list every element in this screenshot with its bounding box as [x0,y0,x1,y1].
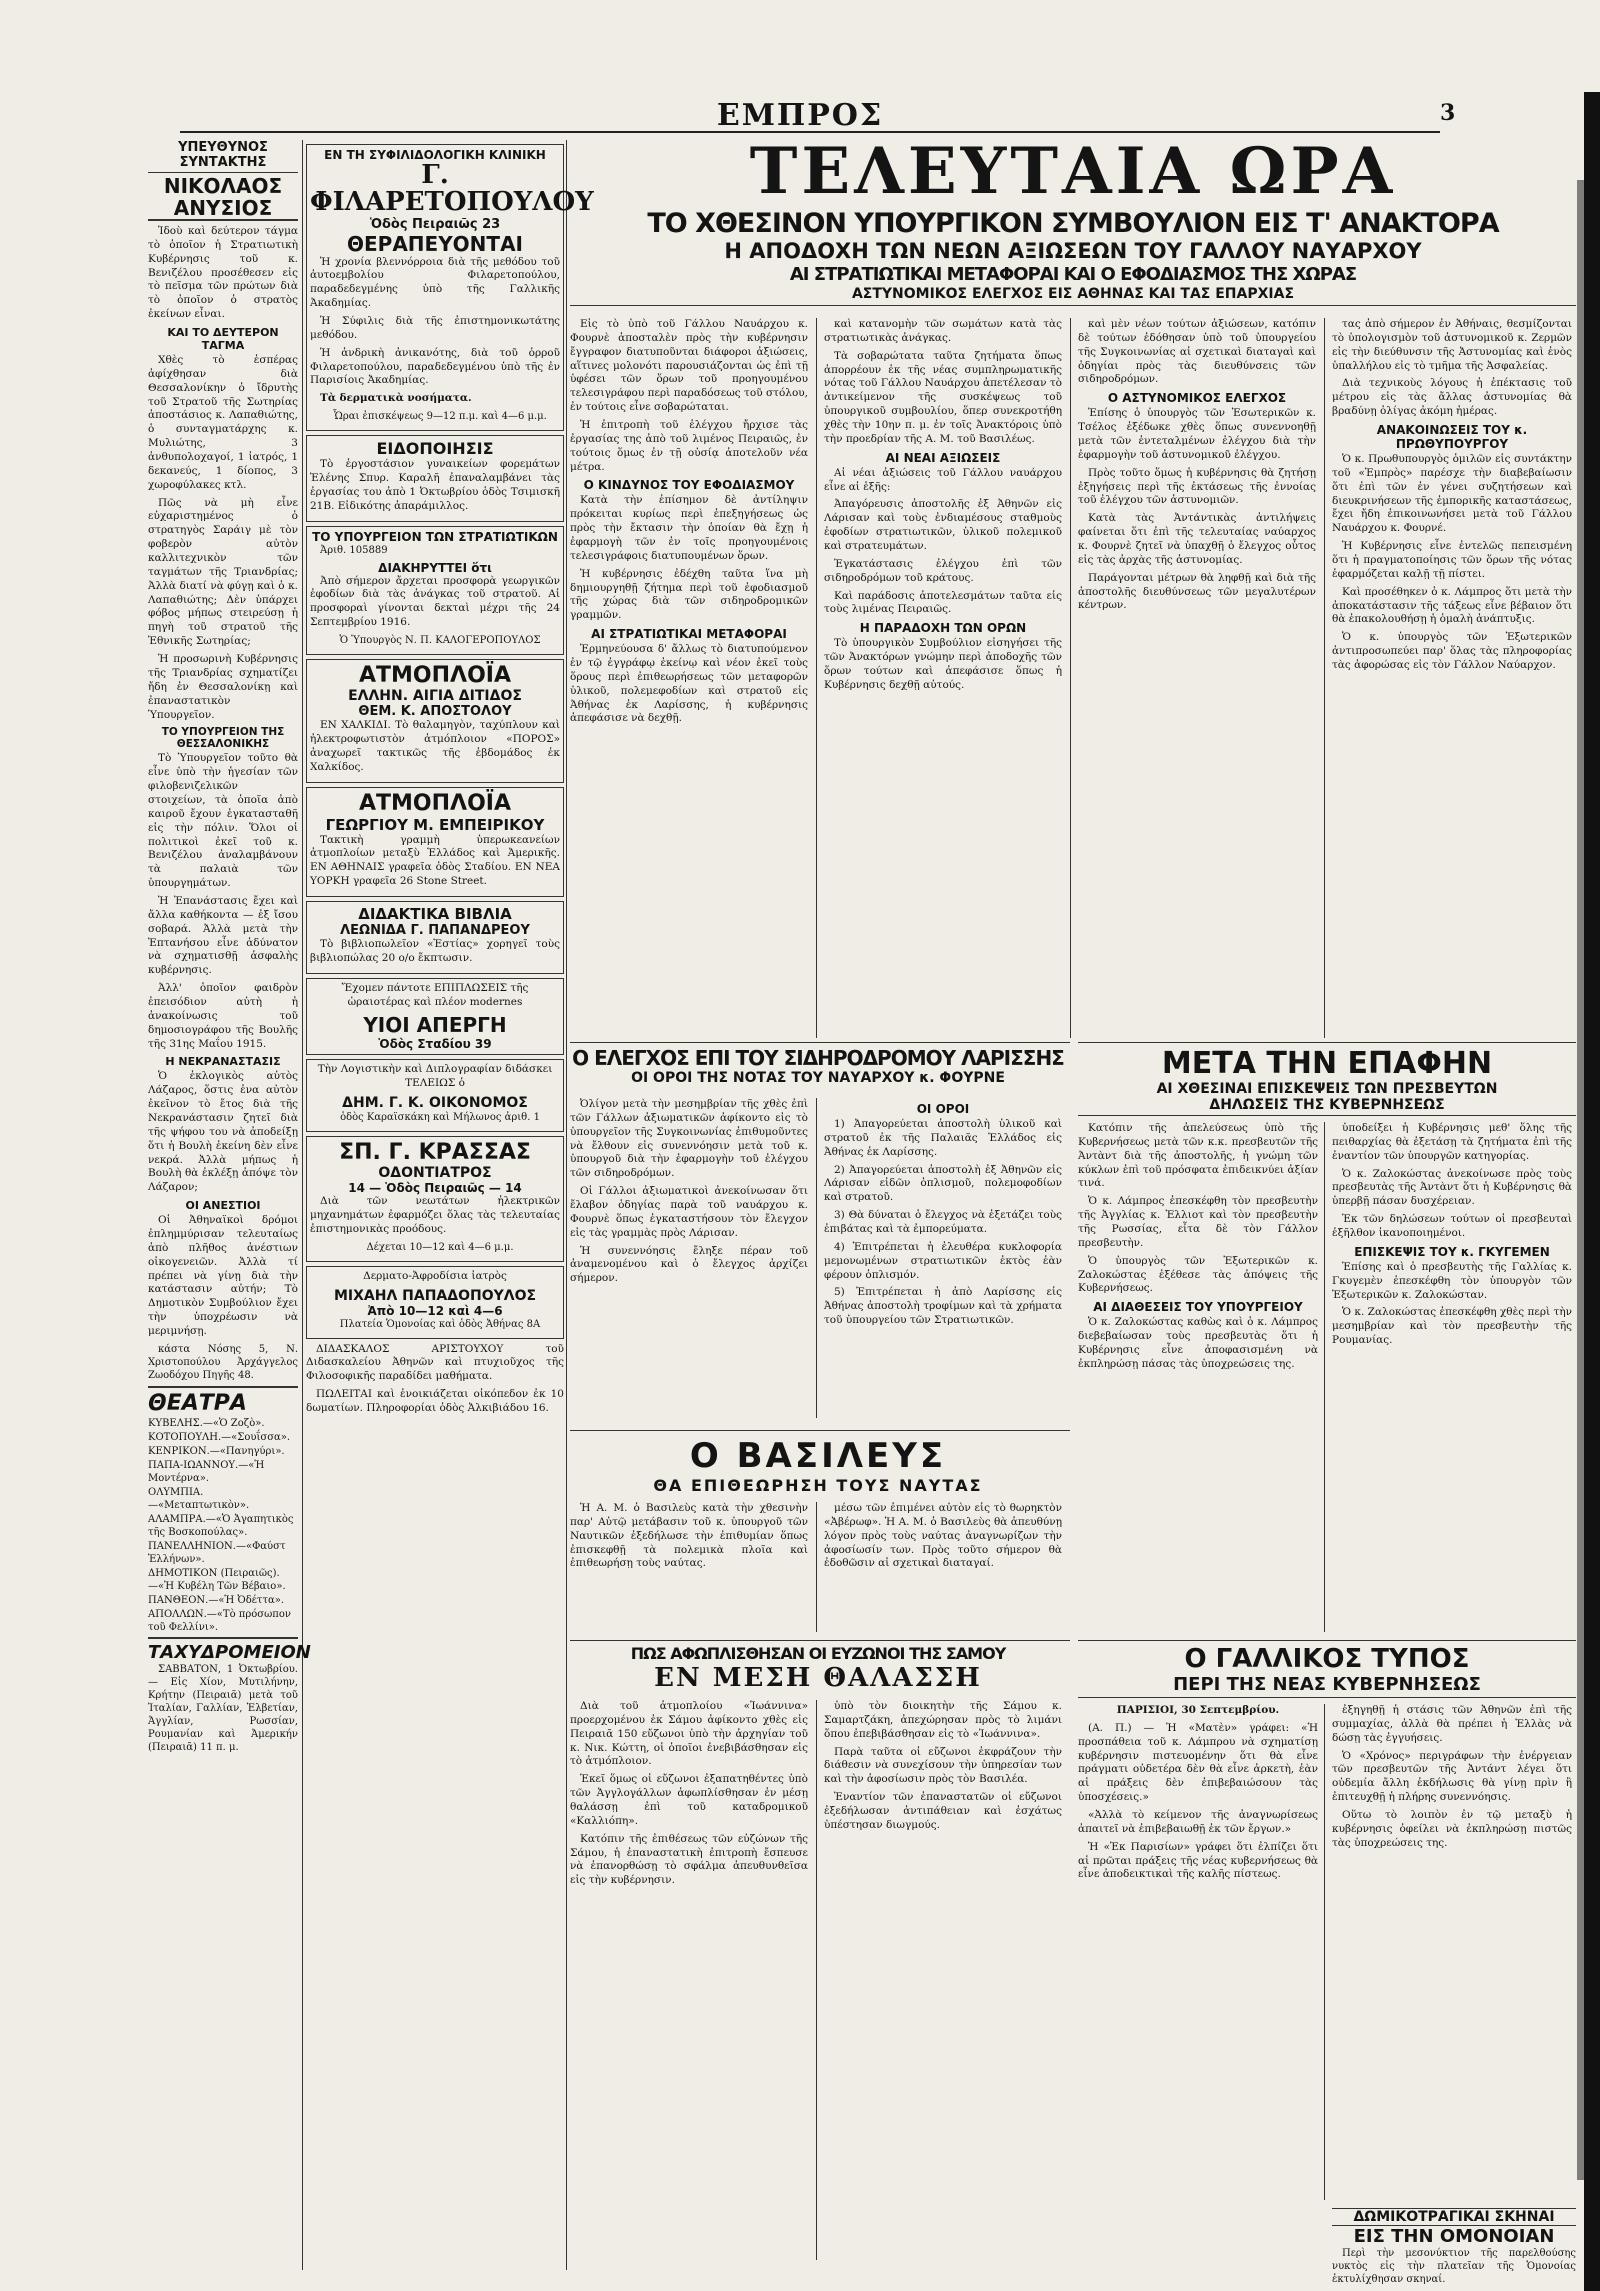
article-paragraph: Παρὰ ταῦτα οἱ εὔζωνοι ἐκφράζουν τὴν διάθεσιν νὰ συνεχίσουν τὴν ὑπηρεσίαν των καὶ τὴν ἀφοσίωσιν πρὸς τὸν Βασιλέα. [824,1745,1062,1786]
column-ads [306,140,594,2275]
article-paragraph: Καὶ παράδοσις ἀποτελεσμάτων ταῦτα εἰς τοὺς λιμένας Πειραιῶς. [824,589,1062,616]
samos-section [570,1644,1066,2264]
ad-doctor-name: ΜΙΧΑΗΛ ΠΑΠΑΔΟΠΟΥΛΟΣ [333,1287,537,1304]
ad-dentist [306,1136,564,1262]
ad-army-text: Ἀπὸ σήμερον ἄρχεται προσφορὰ γεωργικῶν ἐφοδίων διὰ τὰς ἀνάγκας τοῦ στρατοῦ. Αἱ προσφοραὶ γίνονται δεκταὶ μέχρι τῆς 24 Σεπτεμβρίου 1916. [310,574,560,629]
article-paragraph: Ἡ συνεννόησις ἔληξε πέραν τοῦ ἀναμενομένου καὶ ὁ ἔλεγχος ἀρχίζει σήμερον. [570,1244,808,1285]
article-paragraph: Ἐκ τῶν δηλώσεων τούτων οἱ πρεσβευταὶ ἐξῆλθον ἱκανοποιημένοι. [1332,1213,1572,1240]
article-paragraph: Ἐγκατάστασις ἐλέγχου ἐπὶ τῶν σιδηροδρόμων τοῦ κράτους. [824,557,1062,584]
article-paragraph: ὑποδείξει ἡ Κυβέρνησις μεθ' ὅλης τῆς πειθαρχίας θὰ ἐξετάσῃ τὰ ζητήματα ἐπὶ τῆς ἐναντίον τῶν ὑπουργῶν κατηγορίας. [1332,1122,1572,1162]
main-article-col-1 [570,318,808,1038]
article-paragraph: 1) Ἀπαγορεύεται ἀποστολὴ ὑλικοῦ καὶ στρατοῦ ἐκ τῆς Παλαιᾶς Ἑλλάδος εἰς Ἀθήνας ἐκ Λαρίσσης. [824,1118,1062,1158]
ad-books-heading: ΔΙΔΑΚΤΙΚΑ ΒΙΒΛΙΑ [358,904,512,923]
article-paragraph: Κατὰ τὰς Ἀντάντικὰς ἀντιλήψεις φαίνεται ὅτι ἐπὶ τῆς τελευταίας ναύαρχος κ. Φουρνὲ ζητεῖ νὰ ὑπαχθῇ ὁ ἔλεγχος οὗτος εἰς τὰς ἀρχὰς τῆς ἀστυνομίας. [1078,512,1316,566]
ad-dentist-title: ΟΔΟΝΤΙΑΤΡΟΣ [378,1165,492,1182]
article-paragraph: Καὶ προσέθηκεν ὁ κ. Λάμπρος ὅτι μετὰ τὴν ἀποκατάστασιν τῆς τάξεως εἶνε βέβαιον ὅτι θὰ ἐπακολουθήσῃ ἡ ὁμαλὴ ἀνάπτυξις. [1332,585,1572,626]
article-paragraph: Εἰς τὸ ὑπὸ τοῦ Γάλλου Ναυάρχου κ. Φουρνὲ ἀποσταλὲν πρὸς τὴν κυβέρνησιν ἔγγραφον διατυποῦνται διάφοροι ἀξιώσεις, αἵτινες μολονότι παρουσιάζονται ὡς ἐπὶ τῇ ὑφέσει τῶν ὅρων τοῦ προηγουμένου τελεσιγράφου περὶ παραδόσεως τοῦ στόλου, ἐν τούτοις εἶνε σοβαρώταται. [570,318,808,414]
section-subheading: Η ΠΑΡΑΔΟΧΗ ΤΩΝ ΟΡΩΝ [859,621,1027,636]
masthead [0,98,1600,134]
ad-sale: ΠΩΛΕΙΤΑΙ καὶ ἐνοικιάζεται οἰκόπεδον ἐκ 10 δωματίων. Πληροφορίαι ὁδὸς Ἀλκιβιάδου 16. [306,1388,564,1414]
section-subheading: Ο ΚΙΝΔΥΝΟΣ ΤΟΥ ΕΦΟΔΙΑΣΜΟΥ [583,478,795,493]
press-col-2 [1332,1704,1572,2200]
main-area [570,134,1576,2285]
meta-headline: ΜΕΤΑ ΤΗΝ ΕΠΑΦΗΝ [1161,1046,1493,1081]
ending-section [1332,2208,1576,2285]
ad-accounting-name: ΔΗΜ. Γ. Κ. ΟΙΚΟΝΟΜΟΣ [342,1095,528,1112]
theatre-listing: ΠΑΝΕΛΛΗΝΙΟΝ.—«Φαύστ Ἑλλήνων». [148,1540,286,1565]
ad-doctor-hours: Ἀπὸ 10—12 καὶ 4—6 [367,1303,503,1318]
article-paragraph: Ὁ κ. Πρωθυπουργὸς ὁμιλῶν εἰς συντάκτην τοῦ «Ἐμπρὸς» παρέσχε τὴν διαβεβαίωσιν ὅτι ἐπὶ τῶν ἐν γένει συζητήσεων καὶ διευκρινήσεων τῆς ἐμπορικῆς καταστάσεως, ἔχει ἤδη ἐπικοινωνήσει μετὰ τοῦ Γάλλου Ναυάρχου κ. Φουρνέ. [1332,453,1572,535]
larissa-col-2 [824,1098,1062,1418]
article-paragraph: 3) Θὰ δύναται ὁ ἔλεγχος νὰ ἐξετάζει τοὺς ἐπιβάτας καὶ τὰ ἐμπορεύματα. [824,1209,1062,1236]
theatre-listing: ΠΑΝΘΕΟΝ.—«Ἡ Ὀδέττα». [148,1594,285,1606]
theatre-listing: ΑΛΑΜΠΡΑ.—«Ὁ Ἀγαπητικὸς τῆς Βοσκοπούλας». [148,1513,294,1538]
column-left [148,140,311,2275]
theatres-heading: ΘΕΑΤΡΑ [148,1390,247,1416]
ad-books-name: ΛΕΩΝΙΔΑ Γ. ΠΑΠΑΝΔΡΕΟΥ [340,922,530,938]
ad-teacher: ΔΙΔΑΣΚΑΛΟΣ ΑΡΙΣΤΟΥΧΟΥ τοῦ Διδασκαλείου Ἀθηνῶν καὶ πτυχιοῦχος τῆς Φιλοσοφικῆς παραδίδει μαθήματα. [306,1342,564,1383]
section-subheading: ΟΙ ΑΝΕΣΤΙΟΙ [185,1199,261,1213]
ad-doctor-text: Δερματο-Ἀφροδίσια ἰατρὸς [363,1269,507,1282]
ad-furniture-name: ΥΙΟΙ ΑΠΕΡΓΗ [363,1013,507,1038]
main-headline-2: Η ΑΠΟΔΟΧΗ ΤΩΝ ΝΕΩΝ ΑΞΙΩΣΕΩΝ ΤΟΥ ΓΑΛΛΟΥ ΝΑΥΑΡΧΟΥ [724,239,1422,264]
press-col-1 [1078,1704,1318,2200]
press-subheading: ΠΕΡΙ ΤΗΣ ΝΕΑΣ ΚΥΒΕΡΝΗΣΕΩΣ [1078,1674,1576,1698]
ad-ship2-heading: ΑΤΜΟΠΛΟΪΑ [359,790,511,816]
ad-ship-heading: ΑΤΜΟΠΛΟΪΑ [359,663,511,689]
article-paragraph: Ὁ κ. Ζαλοκώστας ἐπεσκέφθη χθὲς περὶ τὴν μεσημβρίαν καὶ τὸν πρεσβευτὴν τῆς Ρουμανίας. [1332,1306,1572,1347]
post-heading: ΤΑΧΥΔΡΟΜΕΙΟΝ [148,1641,311,1663]
ending-headline-2: ΕΙΣ ΤΗΝ ΟΜΟΝΟΙΑΝ [1353,2226,1555,2247]
article-paragraph: ὑπὸ τὸν διοικητὴν τῆς Σάμου κ. Σαμαρτζάκη, ἀπεχώρησαν πρὸς τὸ λιμάνι ὅπου ἐπεβιβάσθησαν εἰς τὸ «Ἰωάννινα». [824,1700,1062,1740]
article-paragraph: Αἱ νέαι ἀξιώσεις τοῦ Γάλλου ναυάρχου εἶνε αἱ ἑξῆς: [824,466,1062,493]
section-subheading: Η ΝΕΚΡΑΝΑΣΤΑΣΙΣ [165,1055,281,1069]
section-subheading: ΟΙ ΟΡΟΙ [916,1102,970,1116]
article-paragraph: Ἡ προσωρινὴ Κυβέρνησις τῆς Τριανδρίας σχηματίζει ἤδη ἐν Θεσσαλονίκῃ καὶ ἐπαναστατικὸν Ὑπουργεῖον. [148,653,298,721]
ad-ship-text: ΕΝ ΧΑΛΚΙΔΙ. Τὸ θαλαμηγὸν, ταχύπλουν καὶ ἠλεκτροφωτιστὸν ἀτμόπλοιον «ΠΟΡΟΣ» ἀναχωρεῖ τακτικῶς τῆς ἑβδομάδος ἐκ Χαλκίδος. [310,719,560,773]
ad-furniture-text: Ἔχομεν πάντοτε ΕΠΙΠΛΩΣΕΙΣ τῆς ὡραιοτέρας καὶ πλέον modernes [341,981,529,1008]
king-col-2 [824,1502,1062,1632]
article-paragraph: Οἱ Γάλλοι ἀξιωματικοὶ ἀνεκοίνωσαν ὅτι ἔλαβον ὁδηγίας παρὰ τοῦ ναυάρχου κ. Φουρνὲ ὅπως ἐγκαταστήσουν τὸν ἔλεγχον εἰς τὰς γραμμὰς πρὸς Λάρισαν. [570,1185,808,1239]
article-paragraph: Ὁ κ. ὑπουργὸς τῶν Ἐξωτερικῶν ἀντιπροσωπεύει παρ' ὅλας τὰς πληροφορίας τὰς ἀφορώσας εἰς τὸν Γάλλον Ναύαρχον. [1332,631,1572,672]
ad-notice-text: Τὸ ἐργοστάσιον γυναικείων φορεμάτων Ἑλένης Σπυρ. Καραλῆ ἐπαναλαμβάνει τὰς ἐργασίας του ἀπὸ 1 Ὀκτωβρίου ὁδὸς Τσιμισκῆ 21Β. Εἰδικότης ἀπαράμιλλος. [310,458,560,512]
article-paragraph: Κατὰ τὴν ἐπίσημον δὲ ἀντίληψιν πρόκειται κυρίως περὶ ἐπεξηγήσεως ὡς πρὸς τὴν ἔκτασιν τὴν ὁποίαν θὰ ἔχῃ ἡ ἐφαρμογὴ τῶν ἐν τοῖς προηγουμένοις τελεσιγράφοις διατυπουμένων ὅρων. [570,494,808,562]
article-paragraph: Ἡ Ἐπανάστασις ἔχει καὶ ἄλλα καθήκοντα — ἐξ ἴσου σοβαρά. Ἀλλὰ μετὰ τὴν Ἑπτανήσου εἶνε ἀδύνατον νὰ σχηματισθῇ ἀσφαλὴς κυβέρνησις. [148,894,298,977]
theatre-listing: ΟΛΥΜΠΙΑ.—«Μεταπτωτικὸν». [148,1486,250,1511]
post-schedule: ΣΑΒΒΑΤΟΝ, 1 Ὀκτωβρίου.— Εἰς Χίον, Μυτιλήνην, Κρήτην (Πειραιᾶ) μετὰ τοῦ Ἰταλίαν, Γαλλίαν, Ἑλβετίαν, Ἀγγλίαν, Ρωσσίαν, Ρουμανίαν καὶ Ἀμερικήν (Πειραιᾶ) 11 π. μ. [148,1663,298,1753]
article-paragraph: Πῶς νὰ μὴ εἶνε εὐχαριστημένος ὁ στρατηγὸς Σαράιγ μὲ τὸν φοβερὸν αὐτὸν καλλιτεχνικὸν τῶν ταγμάτων τῆς Τριανδρίας; Ἀλλὰ διατί νὰ φύγῃ καὶ ὁ κ. Λαπαθιώτης; Δὲν ὑπάρχει φόβος μήπως στειρεύσῃ ἡ πηγὴ τοῦ στρατοῦ τῆς Ἐθνικῆς Σωτηρίας; [148,496,298,648]
address-line: κάστα Νόσης 5, Ν. Χριστοπούλου Ἀρχάγγελος Ζωοδόχου Πηγῆς 48. [148,1343,298,1381]
article-paragraph: Τὸ Ὑπουργεῖον τοῦτο θὰ εἶνε ὑπὸ τὴν ἡγεσίαν τῶν φιλοβενιζελικῶν στοιχείων, τὰ ὁποῖα ἀπὸ καιροῦ ἔχουν ἐγκατασταθῆ εἰς τὴν πόλιν. Ὅλοι οἱ πολιτικοὶ ἐκεῖ τοῦ κ. Βενιζέλου ἀναλαμβάνουν τὰ παλαιὰ τῶν ὑπουργημάτων. [148,752,298,890]
ad-clinic-text: Ἡ χρονία βλεννόρροια διὰ τῆς μεθόδου τοῦ ἀυτοεμβολίου Φιλαρετοπούλου, παραδεδεγμένης ὑπὸ τῆς Γαλλικῆς Ἀκαδημίας. [310,255,560,310]
press-headline: Ο ΓΑΛΛΙΚΟΣ ΤΥΠΟΣ [1184,1644,1470,1674]
article-paragraph: Τὸ ὑπουργικὸν Συμβούλιον εἰσηγήσει τῆς τῶν Ἀνακτόρων γνώμην περὶ ἀποδοχῆς τῶν ὅρων τούτων καὶ ἀπεφάσισε ὅπως ἡ Κυβέρνησις δεχθῇ αὐτούς. [824,637,1062,691]
article-paragraph: Κατόπιν τῆς ἀπελεύσεως ὑπὸ τῆς Κυβερνήσεως μετὰ τῶν κ.κ. πρεσβευτῶν τῆς Ἀντὰντ διὰ τῆς ἀποστολῆς, ἡ γνώμη τῶν κύκλων ἐπὶ τοῦ πρόσφατα ἐπιδεικνύει ἀξίαν τινά. [1078,1122,1318,1190]
article-paragraph: Ἡ Κυβέρνησις εἶνε ἐντελῶς πεπεισμένη ὅτι ἡ πραγματοποίησις τῶν ὅρων τῆς νότας ἐφαρμόζεται καλῇ τῇ πίστει. [1332,540,1572,580]
main-article-col-3 [1078,318,1316,1038]
article-paragraph: Χθὲς τὸ ἑσπέρας ἀφίχθησαν διὰ Θεσσαλονίκην ὁ ἴδρυτὴς τοῦ Στρατοῦ τῆς Σωτηρίας ἀποστάσιος κ. Λαπαθιώτης, ὁ συνταγματάρχης κ. Μυλιώτης, 3 ἀνθυπολοχαγοί, 1 ἰατρός, 1 δεκανεύς, 1 δίοπος, 3 χωροφύλακες κτλ. [148,354,298,491]
king-col-1 [570,1502,808,1632]
ad-dentist-address: 14 — Ὁδὸς Πειραιῶς — 14 [348,1181,522,1196]
ad-army-ref: Ἀριθ. 105889 [320,544,388,556]
ad-clinic-hours: Ὧραι ἐπισκέψεως 9—12 π.μ. καὶ 4—6 μ.μ. [333,411,547,423]
article-paragraph: Πρὸς τοῦτο ὅμως ἡ κυβέρνησις θὰ ζητήσῃ ἐξηγήσεις περὶ τῆς ἐκτάσεως τῆς ἐννοίας τοῦ ἐλέγχου τῶν ἀστυνομιῶν. [1078,466,1316,507]
article-paragraph: Ὀλίγον μετὰ τὴν μεσημβρίαν τῆς χθὲς ἐπὶ τῶν Γάλλων ἀξιωματικῶν ἀφίκοντο εἰς τὸ ὑπουργεῖον τῆς Συγκοινωνίας ἐπιθυμοῦντες νὰ ἔλθουν εἰς συνεννόησιν μετὰ τοῦ κ. ὑπουργοῦ διὰ τὴν ἐφαρμογὴν τοῦ ἐλέγχου τῶν σιδηροδρόμων. [570,1098,808,1180]
section-subheading: Ο ΑΣΤΥΝΟΜΙΚΟΣ ΕΛΕΓΧΟΣ [1107,391,1287,406]
larissa-headline: Ο ΕΛΕΓΧΟΣ ΕΠΙ ΤΟΥ ΣΙΔΗΡΟΔΡΟΜΟΥ ΛΑΡΙΣΣΗΣ [572,1046,1064,1070]
ad-doctor-address: Πλατεία Ὁμονοίας καὶ ὁδὸς Ἀθήνας 8Α [339,1318,541,1330]
section-subheading: ΑΝΑΚΟΙΝΩΣΕΙΣ ΤΟΥ κ. ΠΡΩΘΥΠΟΥΡΓΟΥ [1376,423,1528,452]
section-subheading: ΤΟ ΥΠΟΥΡΓΕΙΟΝ ΤΗΣ ΘΕΣΣΑΛΟΝΙΚΗΣ [161,726,285,751]
meta-subheading: ΑΙ ΧΘΕΣΙΝΑΙ ΕΠΙΣΚΕΨΕΙΣ ΤΩΝ ΠΡΕΣΒΕΥΤΩΝ [1156,1081,1498,1097]
article-paragraph: Διὰ τοῦ ἀτμοπλοίου «Ἰωάννινα» προερχομένου ἐκ Σάμου ἀφίκοντο χθὲς εἰς Πειραιᾶ 150 εὔζωνοι ὑπὸ τὴν ἀρχηγίαν τοῦ κ. Νικ. Κώττη, οἱ ὁποῖοι ἐνεβιβάσθησαν εἰς τὸ ἀτμόπλοιον. [570,1700,808,1768]
theatre-listing: ΑΠΟΛΛΩΝ.—«Τὸ πρόσωπον τοῦ Φελλίνι». [148,1608,291,1633]
ad-notice-heading: ΕΙΔΟΠΟΙΗΣΙΣ [376,439,494,459]
column-rule [566,140,567,2270]
article-paragraph: Ἡ «Ἐκ Παρισίων» γράφει ὅτι ἐλπίζει ὅτι αἱ πρῶται πράξεις τῆς νέας κυβερνήσεως θὰ εἶνε ἀποδεικτικαὶ τῆς καλῆς πίστεως. [1078,1840,1318,1881]
article-paragraph: καὶ μὲν νέων τούτων ἀξιώσεων, κατόπιν δὲ τούτων ἐδόθησαν ὑπὸ τοῦ ὑπουργείου τῆς Συγκοινωνίας αἱ σχετικαὶ διαταγαὶ καὶ ὁδηγίαι πρὸς τὰς διευθύνσεις τῶν σιδηροδρόμων. [1078,318,1316,386]
ad-doctor [306,1266,564,1339]
article-paragraph: Ἐπίσης ὁ ὑπουργὸς τῶν Ἐσωτερικῶν κ. Τσέλος ἐξέδωκε χθὲς ὅπως συνεννοηθῇ μετὰ τῶν ἐντεταλμένων ἐλέγχου διὰ τὴν ἐφαρμογὴν τοῦ ἀστυνομικοῦ ἐλέγχου. [1078,407,1316,461]
larissa-col-1 [570,1098,808,1418]
article-paragraph: Διὰ τεχνικοὺς λόγους ἡ ἐπέκτασις τοῦ μέτρου εἰς τὰς ἄλλας ἀστυνομίας θὰ βραδύνῃ ὀλίγας ἀκόμη ἡμέρας. [1332,377,1572,418]
article-paragraph: Παράγονται μέτρων θὰ ληφθῇ καὶ διὰ τῆς ἀποστολῆς διευθύνσεως τῶν μεγαλυτέρων κέντρων. [1078,571,1316,612]
article-paragraph: 2) Ἀπαγορεύεται ἀποστολὴ ἐξ Ἀθηνῶν εἰς Λάρισαν εἰδῶν ὁπλισμοῦ, πολεμοφοδίων καὶ στρατοῦ. [824,1163,1062,1204]
article-paragraph: Ὁ «Χρόνος» περιγράφων τὴν ἐνέργειαν τῶν πρεσβευτῶν τῆς Ἀντάντ λέγει ὅτι οὐδεμία ἄλλη ἐκδήλωσις θὰ γίνῃ πρὶν ἢ ἐπιτευχθῇ ἡ πλήρης συνεννόησις. [1332,1749,1572,1804]
ad-ship2-text: Τακτικὴ γραμμὴ ὑπερωκεανείων ἀτμοπλοίων μεταξὺ Ἑλλάδος καὶ Ἀμερικῆς. ΕΝ ΑΘΗΝΑΙΣ γραφεῖα ὁδὸς Σταδίου. ΕΝ ΝΕΑ ΥΟΡΚΗ γραφεῖα 26 Stone Street. [310,833,560,888]
ad-ship2-name: ΓΕΩΡΓΙΟΥ Μ. ΕΜΠΕΙΡΙΚΟΥ [325,815,545,834]
ad-ship2 [306,787,564,897]
main-headline-4: ΑΣΤΥΝΟΜΙΚΟΣ ΕΛΕΓΧΟΣ ΕΙΣ ΑΘΗΝΑΣ ΚΑΙ ΤΑΣ ΕΠΑΡΧΙΑΣ [570,286,1576,306]
theatre-listing: ΚΟΤΟΠΟΥΛΗ.—«Σουΐσσα». [148,1431,291,1443]
samos-headline: ΠΩΣ ΑΦΩΠΛΙΣΘΗΣΑΝ ΟΙ ΕΥΖΩΝΟΙ ΤΗΣ ΣΑΜΟΥ [630,1644,1006,1663]
larissa-subheading: ΟΙ ΟΡΟΙ ΤΗΣ ΝΟΤΑΣ ΤΟΥ ΝΑΥΑΡΧΟΥ κ. ΦΟΥΡΝΕ [631,1070,1005,1086]
samos-headline-2: ΕΝ ΜΕΣΗ ΘΑΛΑΣΣΗ [654,1663,982,1693]
ad-clinic-text: Ἡ ἀνδρικὴ ἀνικανότης, διὰ τοῦ ὀρροῦ Φιλαρετοπούλου, παραδεδεγμένου ὑπὸ τῆς ἐν Παρισίοις Ἀκαδημίας. [310,346,560,387]
king-headline: Ο ΒΑΣΙΛΕΥΣ [689,1436,947,1476]
main-article [570,318,1576,1038]
theatre-listing: ΚΕΝΡΙΚΟΝ.—«Πανηγύρι». [148,1445,285,1457]
section-subheading: ΕΠΙΣΚΕΨΙΣ ΤΟΥ κ. ΓΚΥΓΕΜΕΝ [1354,1244,1550,1259]
theatre-listing: ΔΗΜΟΤΙΚΟΝ (Πειραιῶς).—«Ἡ Κυβέλη Τῶν Βέβαιο». [148,1567,286,1592]
article-paragraph: Ἡ Α. Μ. ὁ Βασιλεὺς κατὰ τὴν χθεσινὴν παρ' Αὐτῷ μετάβασιν τοῦ κ. ὑπουργοῦ τῶν Ναυτικῶν ἐξεδήλωσε τὴν ἐπιθυμίαν ὅπως ἐπισκεφθῇ τὰ πολεμικὰ πλοῖα καὶ ἐπιθεωρήσῃ τοὺς ναύτας. [570,1502,808,1570]
article-paragraph: Ἀπαγόρευσις ἀποστολῆς ἐξ Ἀθηνῶν εἰς Λάρισαν καὶ τοὺς ἐνδιαμέσους σταθμοὺς ἐφοδίων στρατιωτικῶν, ὑλικοῦ πολεμικοῦ καὶ στρατευμάτων. [824,498,1062,553]
article-paragraph: Ἐρμηνεύουσα δ' ἄλλως τὸ διατυπούμενον ἐν τῷ ἐγγράφῳ ἐκείνῳ καὶ νέον ἐκεῖ τοὺς ὅρους περὶ ἐπιθεωρήσεως τῶν μεταφορῶν ὑλικοῦ, πολεμεφοδίων καὶ στρατοῦ εἰς Ἀθήνας ἐκ Λαρίσσης, ἡ κυβέρνησις ἀπεφάσισε νὰ δεχθῇ. [570,643,808,725]
article-paragraph: Οὕτω τὸ λοιπὸν ἐν τῷ μεταξὺ ἡ κυβέρνησις ὀφείλει νὰ ἐκπληρώσῃ πιστῶς τὰς ὑποχρεώσεις της. [1332,1809,1572,1849]
article-paragraph: Ἡ ἐπιτροπὴ τοῦ ἐλέγχου ἤρχισε τὰς ἐργασίας της ἀπὸ τοῦ λιμένος Πειραιῶς, ἐν τούτοις ὅμως ἐν τῇ οὐσίᾳ ἀποτελοῦν νέα μέτρα. [570,419,808,473]
samos-col-1 [570,1700,808,2260]
meta-subheading-2: ΔΗΛΩΣΕΙΣ ΤΗΣ ΚΥΒΕΡΝΗΣΕΩΣ [1078,1097,1576,1116]
article-paragraph: ἐξηγηθῇ ἡ στάσις τῶν Ἀθηνῶν ἐπὶ τῆς συμμαχίας, ἀλλὰ θὰ πρέπει ἡ Ἑλλὰς νὰ δώσῃ τὰς ἐγγυήσεις. [1332,1704,1572,1744]
king-subheading: ΘΑ ΕΠΙΘΕΩΡΗΣΗ ΤΟΥΣ ΝΑΥΤΑΣ [653,1476,983,1495]
press-dateline: ΠΑΡΙΣΙΟΙ, 30 Σεπτεμβρίου. [1116,1704,1280,1716]
ad-accounting-address: ὁδὸς Καραϊσκάκη καὶ Μήλωνος ἀριθ. 1 [340,1112,540,1124]
main-headline: ΤΟ ΧΘΕΣΙΝΟΝ ΥΠΟΥΡΓΙΚΟΝ ΣΥΜΒΟΥΛΙΟΝ ΕΙΣ Τ' ΑΝΑΚΤΟΡΑ [647,208,1499,239]
article-paragraph: «Ἀλλὰ τὸ κείμενον τῆς ἀναγνωρίσεως ἀπαιτεῖ νὰ ἐπιβεβαιωθῇ ἐκ τῶν ἔργων.» [1078,1809,1318,1835]
article-paragraph: Ἡ κυβέρνησις ἐδέχθη ταῦτα ἵνα μὴ δημιουργηθῇ ζήτημα περὶ τοῦ ἐφοδιασμοῦ τῆς χώρας διὰ τῶν σιδηροδρομικῶν γραμμῶν. [570,567,808,622]
ad-dentist-text: Διὰ τῶν νεωτάτων ἠλεκτρικῶν μηχανημάτων ἐφαρμόζει ὅλας τὰς τελευταίας ἐπιστημονικὰς προόδους. [310,1195,560,1235]
article-paragraph: Ὁ κ. Λάμπρος ἐπεσκέφθη τὸν πρεσβευτὴν τῆς Ἀγγλίας κ. Ἐλλιοτ καὶ τὸν πρεσβευτὴν τῆς Ρωσσίας, εἶτα δὲ τὸν Γάλλον πρεσβευτὴν. [1078,1195,1318,1249]
ad-army-signature: Ὁ Ὑπουργὸς Ν. Π. ΚΑΛΟΓΕΡΟΠΟΥΛΟΣ [339,635,541,647]
ad-accounting-text: Τὴν Λογιστικὴν καὶ Διπλογραφίαν διδάσκει ΤΕΛΕΙΩΣ ὁ [317,1063,553,1090]
ad-notice [306,435,564,521]
article-paragraph: καὶ κατανομὴν τῶν σωμάτων κατὰ τὰς στρατιωτικὰς ἀνάγκας. [824,318,1062,344]
article-paragraph: Κατόπιν τῆς ἐπιθέσεως τῶν εὐζώνων τῆς Σάμου, ἡ ἐπαναστατικὴ ἐπιτροπὴ ἔσπευσε νὰ ἐπανορθώσῃ τὸ σφάλμα ἀπευθυνθεῖσα εἰς τὴν κυβέρνησιν. [570,1832,808,1887]
article-paragraph: Περὶ τὴν μεσονύκτιον τῆς παρελθούσης νυκτὸς εἰς τὴν πλατεῖαν τῆς Ὁμονοίας ἐκτυλίχθησαν σκηναί. [1332,2248,1576,2285]
article-paragraph: τας ἀπὸ σήμερον ἐν Ἀθήναις, θεσμίζονται τὸ ὑπολογισμὸν τοῦ ἀστυνομικοῦ κ. Ζερμῶν εἰς τὴν διεύθυνσιν τῆς Ἀστυνομίας καὶ ἐνὸς ὑπαλλήλου εἰς τὸ τμῆμα τῆς Ἀσφαλείας. [1332,318,1572,372]
ad-furniture [306,978,564,1056]
section-subheading: ΑΙ ΣΤΡΑΤΙΩΤΙΚΑΙ ΜΕΤΑΦΟΡΑΙ [591,627,787,642]
main-headline-3: ΑΙ ΣΤΡΑΤΙΩΤΙΚΑΙ ΜΕΤΑΦΟΡΑΙ ΚΑΙ Ο ΕΦΟΔΙΑΣΜΟΣ ΤΗΣ ΧΩΡΑΣ [789,264,1357,286]
larissa-section [570,1046,1066,1426]
article-paragraph: Ἰδοὺ καὶ δεύτερον τάγμα τὸ ὁποῖον ἡ Στρατιωτικὴ Κυβέρνησις τοῦ κ. Βενιζέλου προσέθεσεν εἰς τὸ πεῖσμα τῶν πρώτων διὰ τὸ ὁποῖον ὁ στρατὸς ἐκείνων εἶναι. [148,225,298,321]
theatres-list [148,1417,298,1634]
ad-clinic-address: Ὁδὸς Πειραιῶς 23 [369,216,501,232]
ad-ship-name: ΕΛΛΗΝ. ΑΙΓΙΑ ΔΙΤΙΔΟΣ [348,688,522,705]
main-kicker: ΤΕΛΕΥΤΑΙΑ ΩΡΑ [749,134,1397,209]
column-rule [302,140,303,2270]
article-paragraph: Ὁ κ. Ζαλοκώστας ἀνεκοίνωσε πρὸς τοὺς πρεσβευτὰς τῆς Ἀντὰντ ὅτι ἡ Κυβέρνησις θὰ ὑπερβῇ πάσαν δυσχέρειαν. [1332,1167,1572,1208]
article-paragraph: Ἐκεῖ ὅμως οἱ εὔζωνοι ἐξαπατηθέντες ὑπὸ τῶν Ἀγγλογάλλων ἀφωπλίσθησαν ἐν μέσῃ θαλάσσῃ ἐπὶ τοῦ καταδρομικοῦ «Καλλιόπη». [570,1773,808,1827]
ad-army-heading: ΤΟ ΥΠΟΥΡΓΕΙΟΝ ΤΩΝ ΣΤΡΑΤΙΩΤΙΚΩΝ [312,529,558,544]
ad-books-text: Τὸ βιβλιοπωλεῖον «Ἑστίας» χορηγεῖ τοὺς βιβλιοπώλας 20 ο/ο ἔκπτωσιν. [310,937,560,964]
editor-name: ΝΙΚΟΛΑΟΣ ΑΝΥΣΙΟΣ [148,175,298,221]
masthead-rule [180,131,1440,133]
section-subheading: ΑΙ ΝΕΑΙ ΑΞΙΩΣΕΙΣ [885,450,1001,465]
section-subheading: ΑΙ ΔΙΑΘΕΣΕΙΣ ΤΟΥ ΥΠΟΥΡΓΕΙΟΥ [1093,1300,1303,1315]
ad-army [306,526,564,655]
press-section [1078,1644,1576,2204]
ad-clinic-text: Τὰ δερματικὰ νοσήματα. [320,392,472,405]
scan-edge [1584,92,1600,2291]
article-paragraph: (Α. Π.) — Ἡ «Ματὲν» γράφει: «Ἡ προσπάθεια τοῦ κ. Λάμπρου νὰ σχηματίσῃ κυβέρνησιν πιστευομένην ὅτι θὰ εἶνε πράγματι οὐδετέρα δὲν θὰ εἶνε ἀρκετὴ, ἐὰν αἱ πράξεις δὲν ἐπιβεβαιώσουν τὰς ὑποσχέσεις.» [1078,1721,1318,1804]
newspaper-name: ΕΜΠΡΟΣ [716,98,884,133]
ad-ship-owner: ΘΕΜ. Κ. ΑΠΟΣΤΟΛΟΥ [358,704,512,720]
king-section [570,1436,1066,1636]
article-paragraph: Οἱ Ἀθηναϊκοὶ δρόμοι ἐπλημμύρισαν τελευταίως ἀπὸ πλῆθος ἀνέστιων οἰκογενειῶν. Ἀλλὰ τί πρέπει νὰ γίνῃ διὰ τὴν κατάστασιν αὐτήν; Τὸ Δημοτικὸν Συμβούλιον ἔχει τὴν ὑποχρέωσιν νὰ μεριμνήσῃ. [148,1214,298,1338]
ad-clinic-heading: ΕΝ ΤΗ ΣΥΦΙΛΙΔΟΛΟΓΙΚΗ ΚΛΙΝΙΚΗ [324,148,546,162]
article-paragraph: Ὁ κ. Ζαλοκώστας καθὼς καὶ ὁ κ. Λάμπρος διεβεβαίωσαν τοὺς πρεσβευτὰς ὅτι ἡ Κυβέρνησις εἶνε ἀποφασισμένη νὰ ἐκπληρώσῃ πάσας τὰς ὑποχρεώσεις της. [1078,1316,1318,1370]
meta-col-1 [1078,1122,1318,1632]
ad-dentist-name: ΣΠ. Γ. ΚΡΑΣΣΑΣ [339,1140,531,1166]
ad-clinic-name: Γ. ΦΙΛΑΡΕΤΟΠΟΥΛΟΥ [310,160,594,218]
article-paragraph: μέσω τῶν ἐπιμένει αὐτὸν εἰς τὸ θωρηκτὸν «Ἀβέρωφ». Ἡ Α. Μ. ὁ Βασιλεὺς θὰ ἀπευθύνῃ λόγον πρὸς τοὺς ναύτας ἀναγνωρίζων τὴν ἀφοσίωσίν των. Πρὸς τοῦτο σήμερον θὰ ἐδοθῶσιν αἱ σχετικαὶ διαταγαί. [824,1502,1062,1570]
article-paragraph: Ἐπίσης καὶ ὁ πρεσβευτὴς τῆς Γαλλίας κ. Γκυγεμὲν ἐπεσκέφθη τὸν ὑπουργὸν τῶν Ἐξωτερικῶν κ. Ζαλοκώσταν. [1332,1260,1572,1301]
ending-headline: ΔΩΜΙΚΟΤΡΑΓΙΚΑΙ ΣΚΗΝΑΙ [1332,2208,1576,2226]
samos-col-2 [824,1700,1062,2260]
article-paragraph: 4) Ἐπιτρέπεται ἡ ἐλευθέρα κυκλοφορία μεμονωμένων στρατιωτικῶν ἐκτὸς ἐὰν φέρουν ὁπλισμόν. [824,1240,1062,1281]
article-paragraph: Ἀλλ' ὁποῖον φαιδρὸν ἐπεισόδιον αὐτὴ ἡ ἀνακοίνωσις τοῦ δημοσιογράφου τῆς Βουλῆς τῆς 31ης Μαΐου 1915. [148,982,298,1050]
main-article-col-2 [824,318,1062,1038]
article-paragraph: Τὰ σοβαρώτατα ταῦτα ζητήματα ὅπως ἀπορρέουν ἐκ τῆς νέας συμπληρωματικῆς νότας τοῦ Γάλλου Ναυάρχου ἀπετέλεσαν τὸ ἀντικείμενον τῆς συσκέψεως τοῦ ὑπουργικοῦ συμβουλίου, ὅπερ συνεκροτήθη χθὲς τὴν 10ην π. μ. ἐν τοῖς Ἀνακτόροις ὑπὸ τὴν προεδρίαν τῆς Α. Μ. τοῦ Βασιλέως. [824,349,1062,445]
theatre-listing: ΚΥΒΕΛΗΣ.—«Ὁ Ζοζὸ». [148,1417,265,1429]
ad-clinic-text: Ἡ Σύφιλις διὰ τῆς ἐπιστημονικωτάτης μεθόδου. [310,315,560,341]
meta-section [1078,1046,1576,1636]
page-number: 3 [1440,100,1456,126]
theatre-listing: ΠΑΠΑ-ΙΩΑΝΝΟΥ.—«Ἡ Μοντέρνα». [148,1459,265,1484]
section-subheading: ΚΑΙ ΤΟ ΔΕΥΤΕΡΟΝ ΤΑΓΜΑ [167,326,279,353]
main-article-col-4 [1332,318,1572,1038]
article-paragraph: 5) Ἐπιτρέπεται ἡ ἀπὸ Λαρίσσης εἰς Ἀθήνας ἀποστολὴ τροφίμων καὶ τὰ χρήματα τοῦ ὑπουργείου τῶν Στρατιωτικῶν. [824,1286,1062,1327]
editor-heading: ΥΠΕΥΘΥΝΟΣ ΣΥΝΤΑΚΤΗΣ [148,140,298,173]
article-paragraph: Ὁ ἐκλογικὸς αὐτὸς Λάζαρος, ὅστις ἐνα αὐτὸν ἐκεῖνον τὸ ἔτος διὰ τῆς Νεκρανάστασιν ζητεῖ διὰ τῆς ψήφου του νὰ ἀποδείξῃ ὅτι ἡ Βουλὴ ἐκείνη δὲν εἶνε νεκρά. Ἀλλὰ μήπως ἡ Βουλὴ θὰ ἐκλέξῃ ἀπόψε τὸν Λάζαρον; [148,1070,298,1194]
ad-army-subheading: ΔΙΑΚΗΡΥΤΤΕΙ ὅτι [378,560,492,575]
ad-dentist-hours: Δέχεται 10—12 καὶ 4—6 μ.μ. [366,1241,514,1253]
article-paragraph: Ὁ ὑπουργὸς τῶν Ἐξωτερικῶν κ. Ζαλοκώστας ἐξέθεσε τὰς ἀπόψεις τῆς Κυβερνήσεως. [1078,1254,1318,1295]
ad-accounting [306,1059,564,1132]
ad-furniture-address: Ὁδὸς Σταδίου 39 [378,1037,492,1052]
meta-col-2 [1332,1122,1572,1632]
ad-ship [306,659,564,782]
ad-books [306,901,564,974]
article-paragraph: Ἐναντίον τῶν ἐπαναστατῶν οἱ εὔζωνοι ἐξεδήλωσαν ἀντιπάθειαν καὶ ἐσχάτως ὑπέστησαν διωγμούς. [824,1791,1062,1831]
scan-edge-shadow [1577,180,1584,2180]
ad-clinic [306,144,594,431]
ad-clinic-subheading: ΘΕΡΑΠΕΥΟΝΤΑΙ [347,231,523,256]
